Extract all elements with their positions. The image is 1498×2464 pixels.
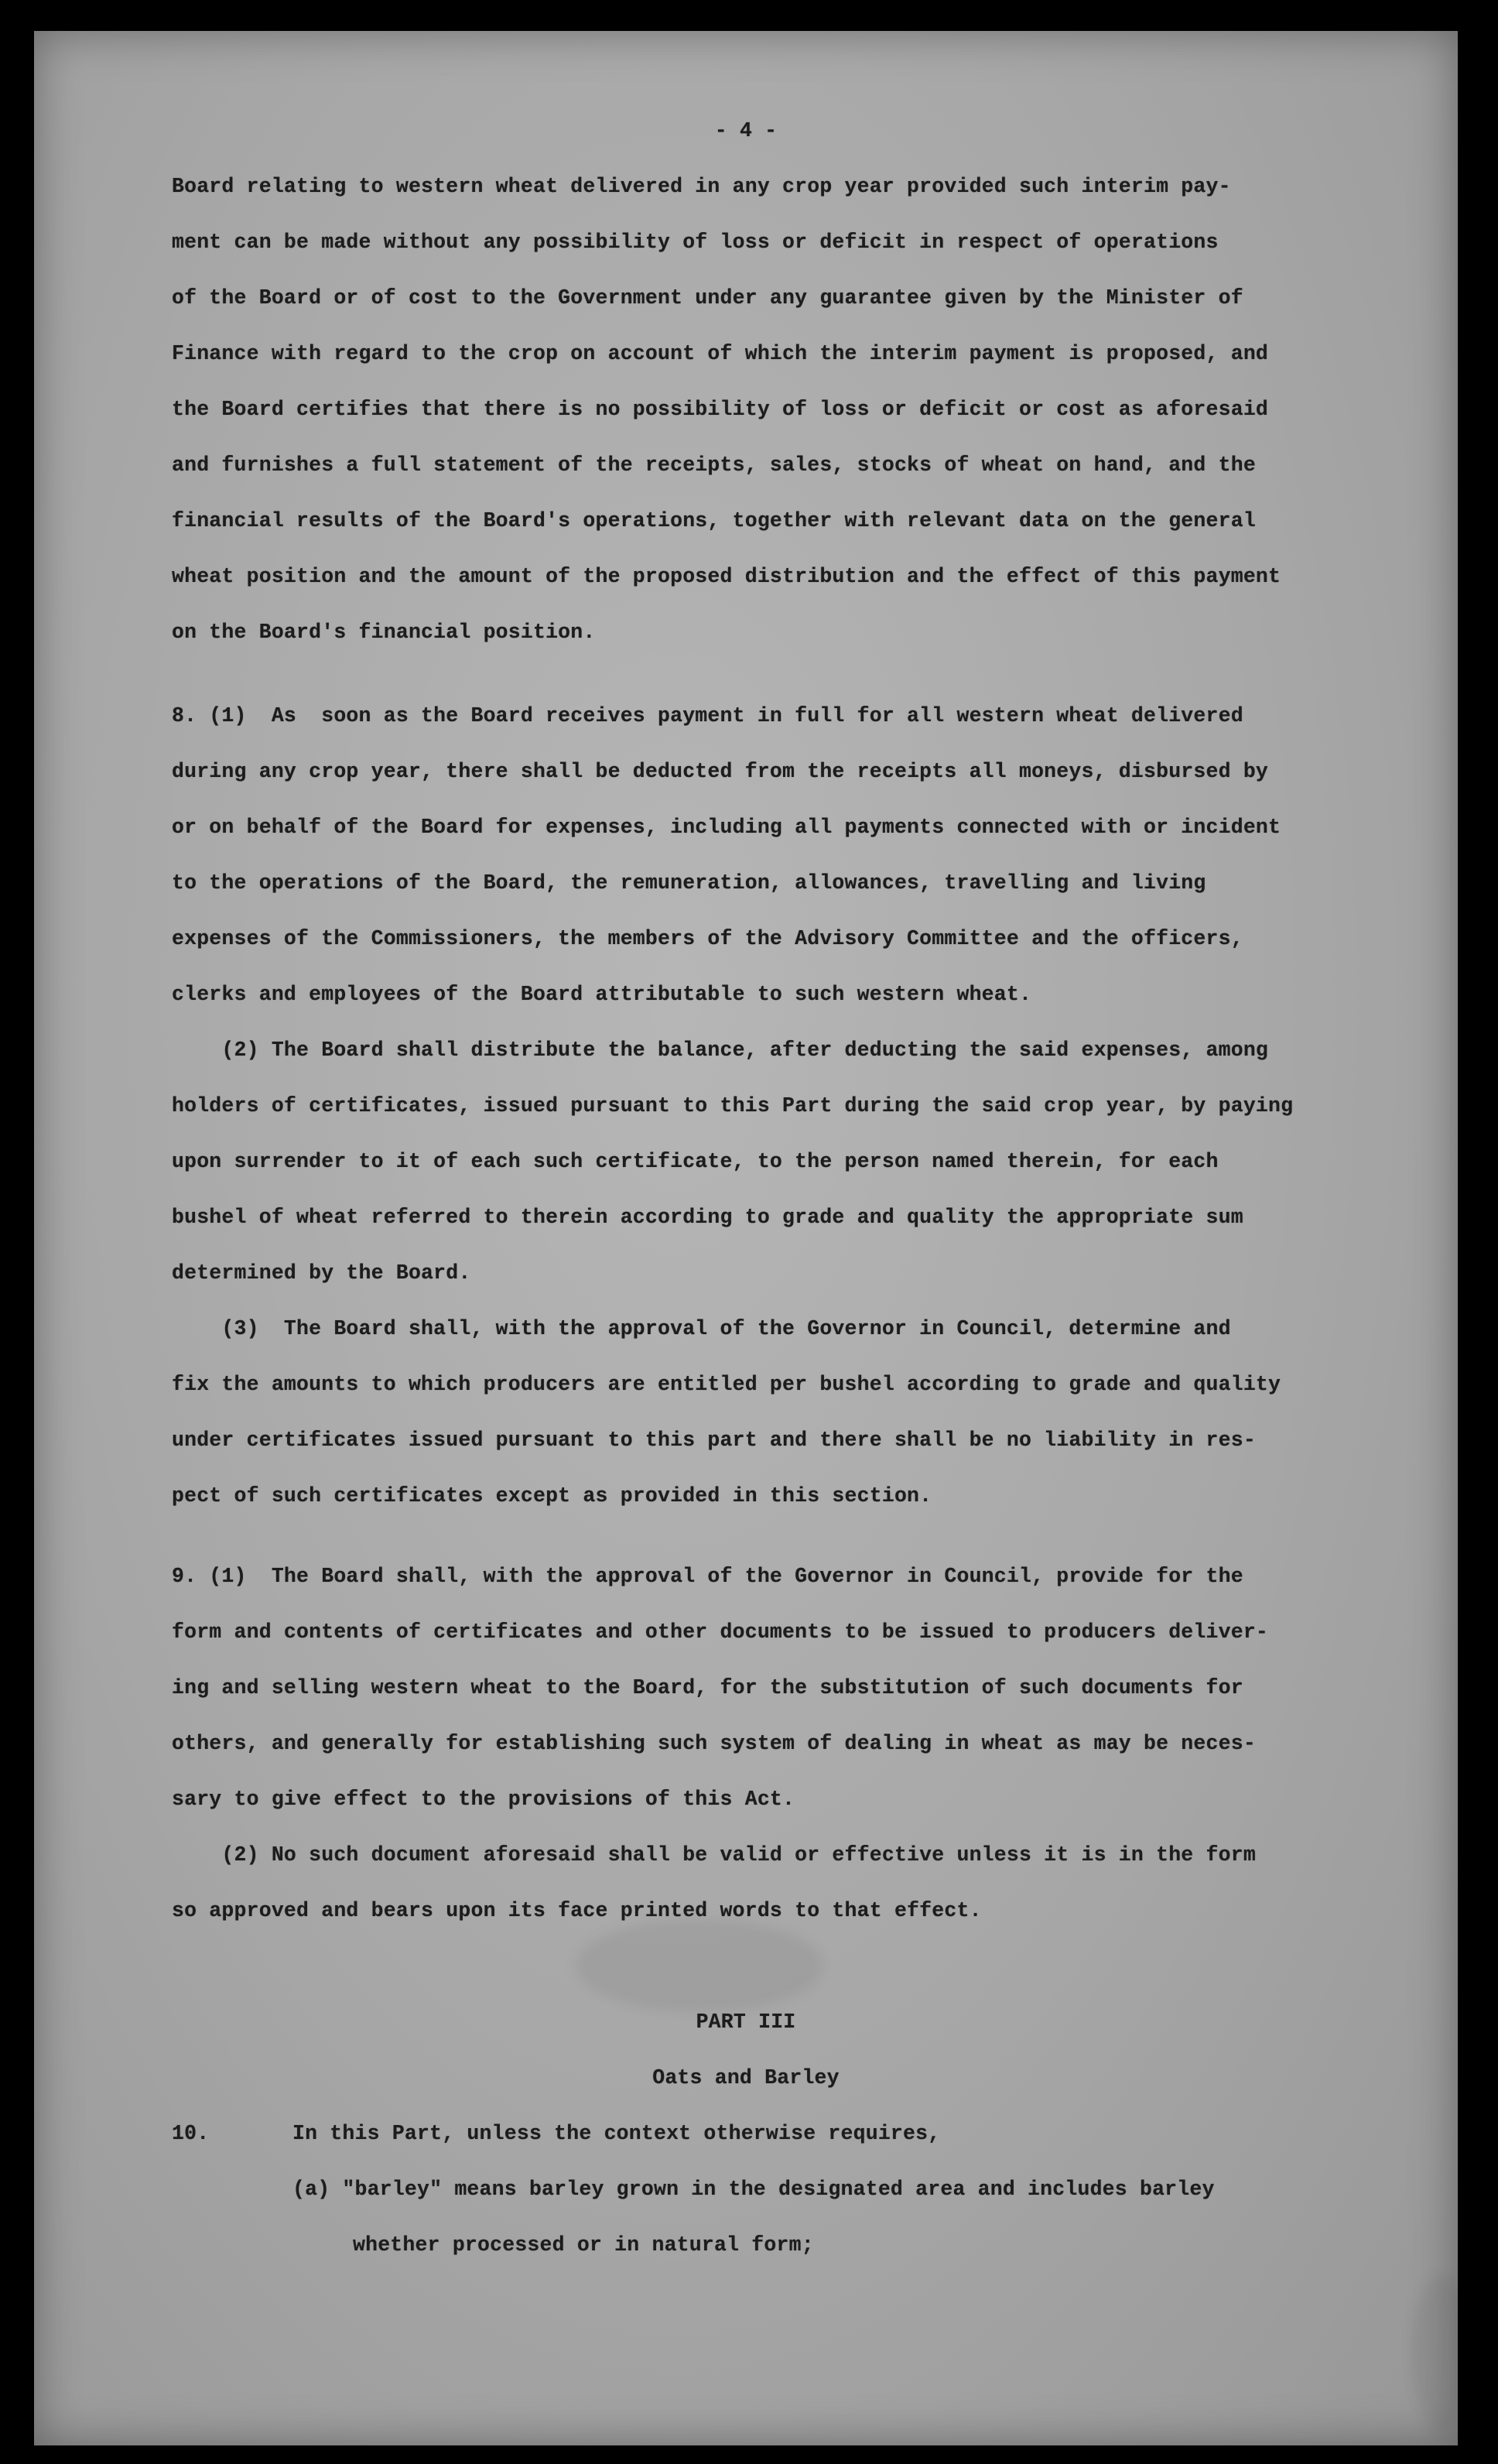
part-title: PART III: [696, 2011, 796, 2034]
text-line: bushel of wheat referred to therein according to grade and quality the appropriate sum: [172, 1206, 1243, 1229]
document-page: [34, 31, 1458, 2445]
text-line: 8. (1) As soon as the Board receives payment in full for all western wheat delivered: [172, 704, 1243, 727]
text-line: financial results of the Board's operations, together with relevant data on the general: [172, 509, 1256, 532]
text-line: ment can be made without any possibility of loss or deficit in respect of operations: [172, 231, 1219, 254]
text-line: expenses of the Commissioners, the members of the Advisory Committee and the officers,: [172, 927, 1243, 950]
text-line: clerks and employees of the Board attributable to such western wheat.: [172, 983, 1032, 1006]
text-line: form and contents of certificates and other documents to be issued to producers deliver-: [172, 1620, 1269, 1644]
text-line: on the Board's financial position.: [172, 621, 596, 644]
text-line: Board relating to western wheat delivered in any crop year provided such interim pay-: [172, 175, 1231, 198]
text-line: or on behalf of the Board for expenses, including all payments connected with or incident: [172, 816, 1281, 839]
ink-smudge: [1411, 2275, 1473, 2430]
text-line: upon surrender to it of each such certificate, to the person named therein, for each: [172, 1150, 1219, 1173]
text-line: sary to give effect to the provisions of this Act.: [172, 1788, 795, 1811]
text-line: (2) The Board shall distribute the balance, after deducting the said expenses, among: [172, 1039, 1269, 1062]
section-number: 10.: [172, 2122, 210, 2145]
text-line: fix the amounts to which producers are entitled per bushel according to grade and quality: [172, 1373, 1281, 1396]
text-line: the Board certifies that there is no possibility of loss or deficit or cost as aforesaid: [172, 398, 1269, 421]
text-line: (3) The Board shall, with the approval of the Governor in Council, determine and: [172, 1317, 1231, 1340]
text-line: others, and generally for establishing such system of dealing in wheat as may be neces-: [172, 1732, 1256, 1755]
page-number: - 4 -: [714, 119, 778, 142]
text-line: under certificates issued pursuant to this part and there shall be no liability in res-: [172, 1429, 1256, 1452]
text-line: ing and selling western wheat to the Board, for the substitution of such documents for: [172, 1676, 1243, 1699]
text-line: of the Board or of cost to the Government under any guarantee given by the Minister of: [172, 286, 1243, 310]
text-line: determined by the Board.: [172, 1261, 471, 1285]
text-line: (a) "barley" means barley grown in the designated area and includes barley: [292, 2178, 1215, 2201]
part-subtitle: Oats and Barley: [652, 2066, 840, 2089]
text-line: whether processed or in natural form;: [353, 2233, 814, 2257]
text-line: and furnishes a full statement of the receipts, sales, stocks of wheat on hand, and the: [172, 453, 1256, 477]
text-line: so approved and bears upon its face printed words to that effect.: [172, 1899, 982, 1922]
text-line: holders of certificates, issued pursuant to this Part during the said crop year, by paying: [172, 1094, 1294, 1117]
text-line: In this Part, unless the context otherwise requires,: [292, 2122, 941, 2145]
text-line: wheat position and the amount of the proposed distribution and the effect of this payment: [172, 565, 1281, 588]
text-line: Finance with regard to the crop on account of which the interim payment is proposed, and: [172, 342, 1269, 365]
text-line: during any crop year, there shall be deducted from the receipts all moneys, disbursed by: [172, 760, 1269, 783]
text-line: (2) No such document aforesaid shall be valid or effective unless it is in the form: [172, 1843, 1256, 1867]
text-line: to the operations of the Board, the remuneration, allowances, travelling and living: [172, 871, 1206, 895]
ink-smudge: [576, 1919, 823, 2012]
text-line: 9. (1) The Board shall, with the approval of the Governor in Council, provide for the: [172, 1565, 1243, 1588]
text-line: pect of such certificates except as provided in this section.: [172, 1484, 932, 1507]
